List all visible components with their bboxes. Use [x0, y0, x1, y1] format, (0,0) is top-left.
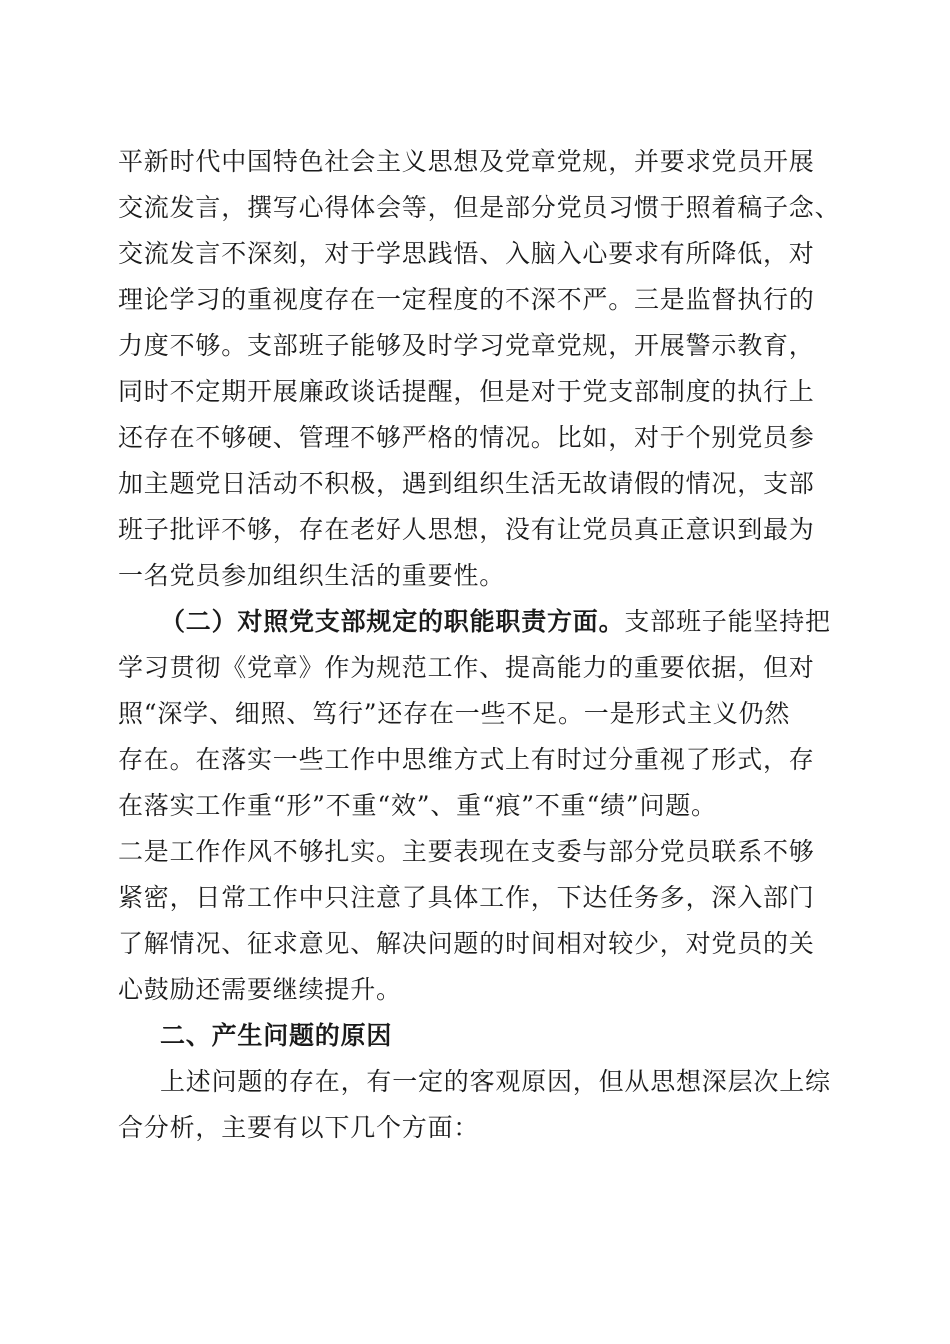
subsection-heading: （二）对照党支部规定的职能职责方面。	[160, 607, 625, 636]
paragraph-line: 二是工作作风不够扎实。主要表现在支委与部分党员联系不够	[118, 837, 815, 866]
paragraph-line: 上述问题的存在，有一定的客观原因，但从思想深层次上综	[160, 1067, 831, 1096]
paragraph-line: 了解情况、征求意见、解决问题的时间相对较少，对党员的关	[118, 929, 815, 958]
paragraph-line: 照“深学、细照、笃行”还存在一些不足。一是形式主义仍然	[118, 699, 791, 728]
paragraph-line: 一名党员参加组织生活的重要性。	[118, 561, 506, 590]
paragraph-text: 支部班子能坚持把	[624, 607, 831, 636]
paragraph-first-line	[160, 607, 830, 637]
paragraph-line: 力度不够。支部班子能够及时学习党章党规，开展警示教育，	[118, 331, 815, 360]
paragraph-line: 交流发言不深刻，对于学思践悟、入脑入心要求有所降低，对	[118, 239, 815, 268]
section-heading: 二、产生问题的原因	[160, 1021, 393, 1050]
paragraph-line: 还存在不够硬、管理不够严格的情况。比如，对于个别党员参	[118, 423, 815, 452]
paragraph-line: 理论学习的重视度存在一定程度的不深不严。三是监督执行的	[118, 285, 815, 314]
paragraph-line: 心鼓励还需要继续提升。	[118, 975, 402, 1004]
paragraph-line: 合分析，主要有以下几个方面：	[118, 1113, 480, 1142]
paragraph-line: 交流发言，撰写心得体会等，但是部分党员习惯于照着稿子念、	[118, 193, 841, 222]
paragraph-line: 同时不定期开展廉政谈话提醒，但是对于党支部制度的执行上	[118, 377, 815, 406]
paragraph-line: 学习贯彻《党章》作为规范工作、提高能力的重要依据，但对	[118, 653, 815, 682]
paragraph-line: 在落实工作重“形”不重“效”、重“痕”不重“绩”问题。	[118, 791, 717, 820]
paragraph-line: 加主题党日活动不积极，遇到组织生活无故请假的情况，支部	[118, 469, 815, 498]
paragraph-line: 存在。在落实一些工作中思维方式上有时过分重视了形式，存	[118, 745, 815, 774]
paragraph-line: 平新时代中国特色社会主义思想及党章党规，并要求党员开展	[118, 147, 815, 176]
paragraph-line: 紧密，日常工作中只注意了具体工作，下达任务多，深入部门	[118, 883, 815, 912]
paragraph-line: 班子批评不够，存在老好人思想，没有让党员真正意识到最为	[118, 515, 815, 544]
